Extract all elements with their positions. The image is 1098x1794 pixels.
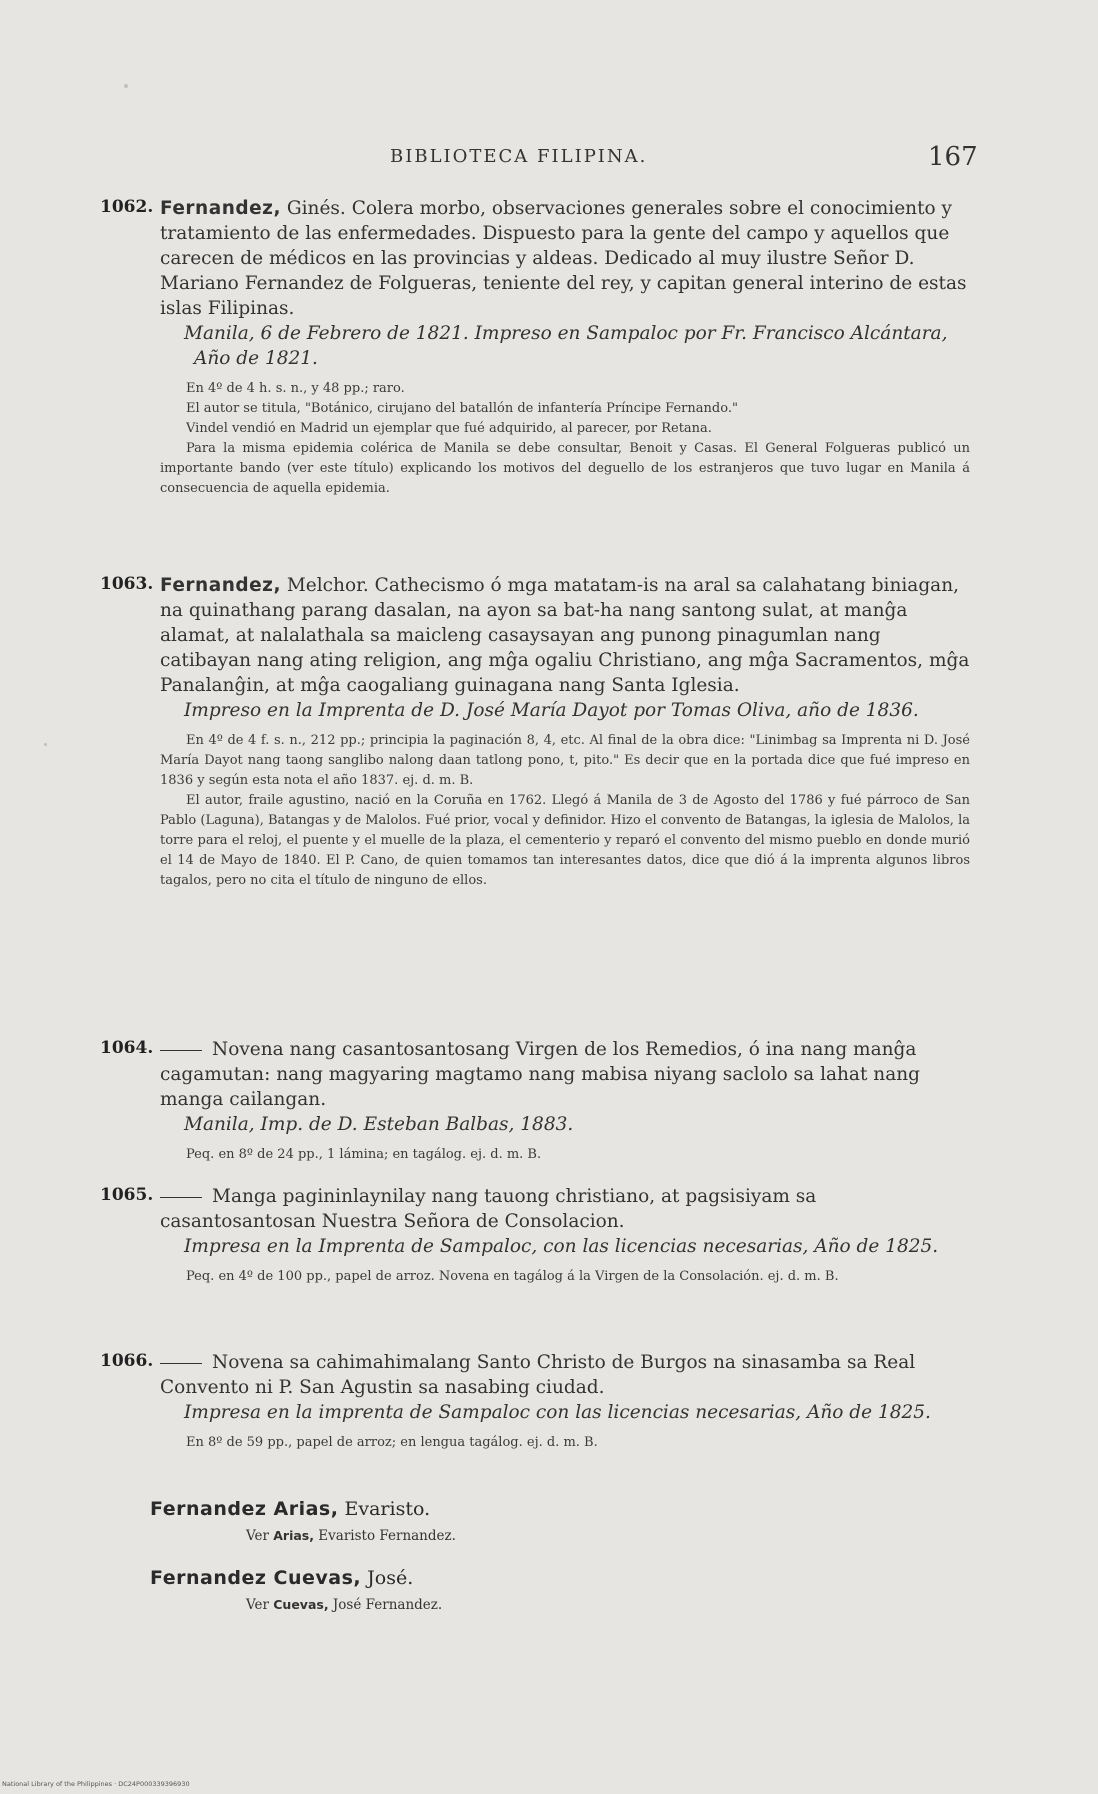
entry-body bbox=[160, 1037, 970, 1165]
author-given-name: José. bbox=[367, 1567, 414, 1589]
paper-speck bbox=[124, 84, 128, 88]
entry-body bbox=[160, 1350, 970, 1453]
imprint: Impresa en la Imprenta de Sampaloc, con las licencias necesarias, Año de 1825. bbox=[184, 1236, 939, 1257]
entry-number: 1066. bbox=[100, 1351, 154, 1371]
page-header bbox=[0, 142, 1098, 182]
author-given-name: Ginés. bbox=[286, 198, 346, 219]
title-text: Cathecismo ó mga matatam-is na aral sa calahatang biniagan, na quinathang parang dasalan, na ayon sa bat-ha nang santong sulat, at manĝa alamat, at nalalathala sa maicleng casaysayan ang punong pinagumlan nang catibayan nang ating religion, ang mĝa ogaliu Christiano, ang mĝa Sacramentos, mĝa Panalanĝin, at mĝa caogaliang guinagana nang Santa Iglesia. bbox=[160, 575, 970, 696]
imprint: Impresa en la imprenta de Sampaloc con las licencias necesarias, Año de 1825. bbox=[184, 1402, 931, 1423]
running-title: BIBLIOTECA FILIPINA. bbox=[390, 146, 648, 167]
entry-number: 1063. bbox=[100, 574, 154, 594]
note: Peq. en 8º de 24 pp., 1 lámina; en tagálog. ej. d. m. B. bbox=[186, 1147, 542, 1162]
title-text: Novena sa cahimahimalang Santo Christo de Burgos na sinasamba sa Real Convento ni P. San Agustin sa nasabing ciudad. bbox=[160, 1352, 916, 1398]
imprint: Manila, 6 de Febrero de 1821. Impreso en Sampaloc por Fr. Francisco Alcántara, Año de 1821. bbox=[184, 323, 948, 369]
see-target-rest: Evaristo Fernandez. bbox=[318, 1528, 456, 1544]
note: Vindel vendió en Madrid un ejemplar que fué adquirido, al parecer, por Retana. bbox=[186, 421, 712, 436]
title-text: Manga pagininlaynilay nang tauong christiano, at pagsisiyam sa casantosantosan Nuestra Señora de Consolacion. bbox=[160, 1186, 817, 1232]
title-text: Colera morbo, observaciones generales sobre el conocimiento y tratamiento de las enfermedades. Dispuesto para la gente del campo y aquellos que carecen de médicos en las provincias y aldeas. Dedicado al muy ilustre Señor D. Mariano Fernandez de Folgueras, teniente del rey, y capitan general interino de estas islas Filipinas. bbox=[160, 198, 967, 319]
author-given-name: Evaristo. bbox=[344, 1498, 431, 1520]
see-target-surname: Cuevas, bbox=[273, 1597, 329, 1612]
ditto-dash bbox=[160, 1363, 202, 1364]
see-reference bbox=[150, 1597, 970, 1613]
note: En 4º de 4 h. s. n., y 48 pp.; raro. bbox=[186, 381, 405, 396]
author-given-name: Melchor. bbox=[286, 575, 369, 596]
entry-number: 1065. bbox=[100, 1185, 154, 1205]
note: En 8º de 59 pp., papel de arroz; en lengua tagálog. ej. d. m. B. bbox=[186, 1435, 598, 1450]
author-surname: Fernandez Cuevas, bbox=[150, 1567, 362, 1589]
ditto-dash bbox=[160, 1197, 202, 1198]
entry-number: 1064. bbox=[100, 1038, 154, 1058]
see-target-surname: Arias, bbox=[273, 1528, 314, 1543]
entry-body bbox=[160, 196, 970, 499]
see-label: Ver bbox=[246, 1597, 269, 1613]
see-reference bbox=[150, 1528, 970, 1544]
note: Peq. en 4º de 100 pp., papel de arroz. Novena en tagálog á la Virgen de la Consolación. ej. d. m. B. bbox=[186, 1269, 839, 1284]
see-target-rest: José Fernandez. bbox=[332, 1597, 443, 1613]
note: En 4º de 4 f. s. n., 212 pp.; principia la paginación 8, 4, etc. Al final de la obra dice: "Linimbag sa Imprenta ni D. José María Dayot nang taong sanglibo nalong daan tatlong pono, t, pito." Es decir que en la portada dice que fué impreso en 1836 y según esta nota el año 1837. ej. d. m. B. bbox=[160, 733, 970, 788]
title-text: Novena nang casantosantosang Virgen de los Remedios, ó ina nang manĝa cagamutan: nang magyaring magtamo nang mabisa niyang saclolo sa lahat nang manga cailangan. bbox=[160, 1039, 920, 1110]
note: Para la misma epidemia colérica de Manila se debe consultar, Benoit y Casas. El General Folgueras publicó un importante bando (ver este título) explicando los motivos del deguello de los estranjeros que tuvo lugar en Manila á consecuencia de aquella epidemia. bbox=[160, 441, 970, 496]
paper-speck bbox=[44, 743, 47, 746]
cross-reference-cuevas bbox=[150, 1567, 970, 1613]
entry-number: 1062. bbox=[100, 197, 154, 217]
page-number: 167 bbox=[928, 142, 978, 172]
imprint: Manila, Imp. de D. Esteban Balbas, 1883. bbox=[184, 1114, 574, 1135]
entry-body bbox=[160, 1184, 970, 1287]
author-surname: Fernandez Arias, bbox=[150, 1498, 339, 1520]
entry-body bbox=[160, 573, 970, 891]
ditto-dash bbox=[160, 1050, 202, 1051]
imprint: Impreso en la Imprenta de D. José María Dayot por Tomas Oliva, año de 1836. bbox=[184, 700, 919, 721]
author-surname: Fernandez, bbox=[160, 575, 281, 596]
author-surname: Fernandez, bbox=[160, 198, 281, 219]
see-label: Ver bbox=[246, 1528, 269, 1544]
cross-reference-arias bbox=[150, 1498, 970, 1544]
note: El autor, fraile agustino, nació en la Coruña en 1762. Llegó á Manila de 3 de Agosto del 1786 y fué párroco de San Pablo (Laguna), Batangas y de Malolos. Fué prior, vocal y definidor. Hizo el convento de Batangas, la iglesia de Malolos, la torre para el reloj, el puente y el muelle de la plaza, el cementerio y reparó el convento del mismo pueblo en donde murió el 14 de Mayo de 1840. El P. Cano, de quien tomamos tan interesantes datos, dice que dió á la imprenta algunos libros tagalos, pero no cita el título de ninguno de ellos. bbox=[160, 793, 970, 888]
digitization-stamp: National Library of the Philippines · DC24P000339396930 bbox=[2, 1780, 190, 1788]
note: El autor se titula, "Botánico, cirujano del batallón de infantería Príncipe Fernando." bbox=[186, 401, 738, 416]
